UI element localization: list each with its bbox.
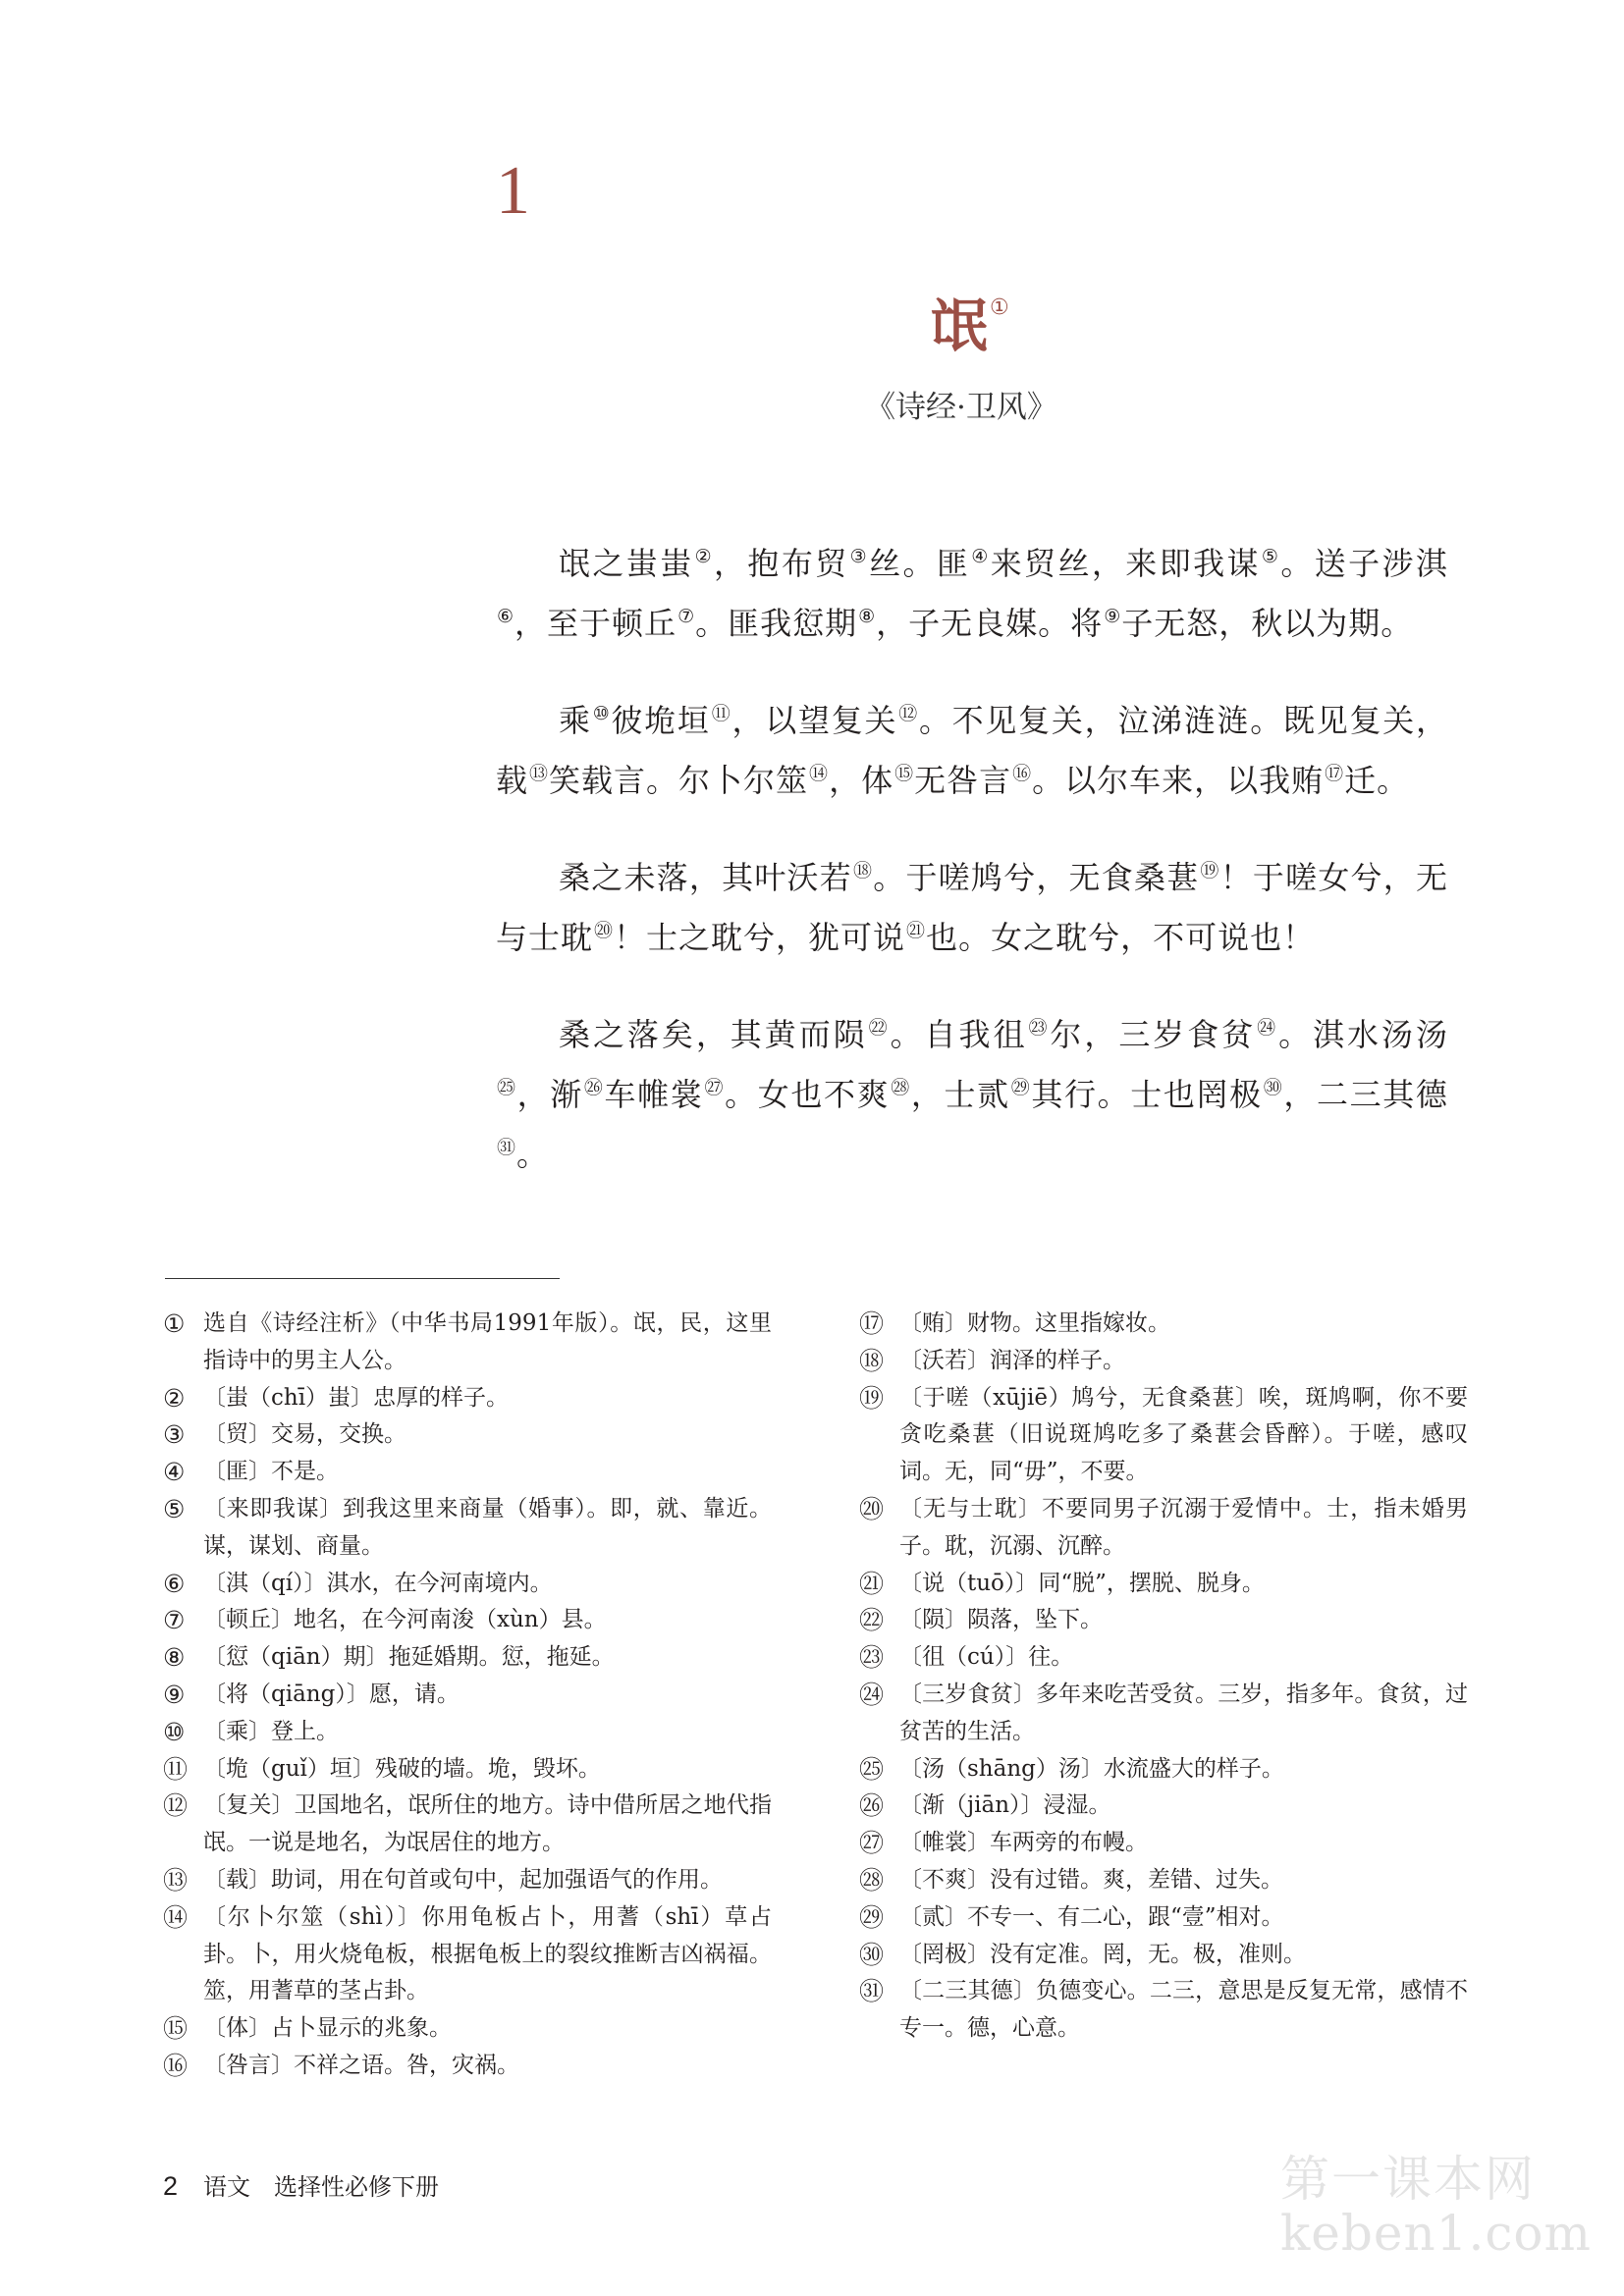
footnote-text: 〔无与士耽〕不要同男子沉溺于爱情中。士，指未婚男子。耽，沉溺、沉醉。 xyxy=(899,1495,1468,1559)
footnote-item xyxy=(859,1566,1468,1603)
footnote-text: 〔淇（qí）〕淇水，在今河南境内。 xyxy=(203,1570,553,1596)
footnote-text: 〔匪〕不是。 xyxy=(203,1459,339,1485)
footnote-text: 〔将（qiāng）〕愿，请。 xyxy=(203,1681,460,1707)
footnote-text: 〔咎言〕不祥之语。咎，灾祸。 xyxy=(203,2052,519,2078)
poem-source xyxy=(0,388,1624,427)
footnote-number: ⑪ xyxy=(163,1754,189,1784)
poem-title-text: 氓 xyxy=(931,293,989,359)
stanza-text: 。女也不爽 xyxy=(725,1076,891,1113)
footnote-item xyxy=(163,1751,772,1789)
stanza-text: 丝。匪 xyxy=(869,545,971,582)
note-marker: ⑧ xyxy=(858,606,876,627)
footnote-item xyxy=(859,1973,1468,2048)
footnote-text: 〔说（tuō）〕同“脱”，摆脱、脱身。 xyxy=(899,1570,1265,1596)
stanza-text: 子无怒，秋以为期。 xyxy=(1121,605,1414,642)
note-marker: ㉙ xyxy=(1010,1077,1031,1098)
footnote-number: ⑳ xyxy=(859,1494,885,1523)
footnote-text: 〔复关〕卫国地名，氓所住的地方。诗中借所居之地代指氓。一说是地名，为氓居住的地方。 xyxy=(203,1792,772,1856)
footnote-text: 〔三岁食贫〕多年来吃苦受贫。三岁，指多年。食贫，过贫苦的生活。 xyxy=(899,1681,1468,1744)
stanza-text: 尔，三岁食贫 xyxy=(1050,1016,1257,1053)
footnote-number: ㉔ xyxy=(859,1680,885,1709)
footnote-number: ㉕ xyxy=(859,1754,885,1784)
stanza-text: ！士之耽兮，犹可说 xyxy=(614,919,906,956)
note-marker: ㉚ xyxy=(1263,1077,1283,1098)
footnote-number: ④ xyxy=(163,1458,186,1487)
note-marker: ㉓ xyxy=(1028,1017,1050,1039)
stanza-text: 。匪我愆期 xyxy=(695,605,858,642)
watermark-line-2: keben1.com xyxy=(1280,2205,1592,2262)
poem-source-text: 《诗经·卫风》 xyxy=(865,390,1057,425)
footnote-text: 〔来即我谋〕到我这里来商量（婚事）。即，就、靠近。谋，谋划、商量。 xyxy=(203,1495,772,1559)
footnote-text: 〔贸〕交易，交换。 xyxy=(203,1421,406,1448)
footnote-item xyxy=(859,1343,1468,1380)
stanza-text: ，士贰 xyxy=(910,1076,1010,1113)
footnote-text: 〔体〕占卜显示的兆象。 xyxy=(203,2015,452,2042)
note-marker: ⑦ xyxy=(677,606,695,627)
stanza-text: 。以尔车来，以我贿 xyxy=(1032,762,1325,799)
footnote-item xyxy=(163,1602,772,1639)
stanza-text: 来贸丝，来即我谋 xyxy=(990,545,1261,582)
footnote-number: ① xyxy=(163,1309,186,1338)
footnote-number: ㉙ xyxy=(859,1902,885,1932)
note-marker: ㉔ xyxy=(1257,1017,1278,1039)
footnote-item xyxy=(163,2010,772,2048)
note-marker: ㉒ xyxy=(868,1017,890,1039)
footnote-number: ⑱ xyxy=(859,1346,885,1375)
stanza-text: 也。女之耽兮，不可说也！ xyxy=(926,919,1316,956)
footnote-number: ⑭ xyxy=(163,1902,189,1932)
footnote-text: 〔沃若〕润泽的样子。 xyxy=(899,1347,1125,1373)
footnote-number: ㉛ xyxy=(859,1977,885,2006)
footnote-item xyxy=(859,1899,1468,1937)
footnote-item xyxy=(163,1416,772,1454)
note-marker: ⑪ xyxy=(711,703,731,724)
stanza-2 xyxy=(496,687,1448,807)
footnote-text: 〔不爽〕没有过错。爽，差错、过失。 xyxy=(899,1866,1283,1893)
note-marker: ㉛ xyxy=(497,1137,516,1158)
footnote-item xyxy=(859,1788,1468,1825)
footnote-item xyxy=(859,1602,1468,1639)
footnote-text: 〔帷裳〕车两旁的布幔。 xyxy=(899,1830,1148,1856)
footnote-number: ⑫ xyxy=(163,1791,189,1821)
footnote-item xyxy=(859,1751,1468,1789)
footnote-number: ⑥ xyxy=(163,1569,186,1598)
footnote-number: ㉓ xyxy=(859,1643,885,1673)
footnote-number: ⑰ xyxy=(859,1309,885,1338)
note-marker: ⑥ xyxy=(497,606,514,627)
footnote-item xyxy=(163,1639,772,1677)
footnote-item xyxy=(163,1380,772,1417)
footnote-text: 〔渐（jiān）〕浸湿。 xyxy=(899,1792,1111,1819)
note-marker: ⑱ xyxy=(852,860,873,881)
note-marker: ⑯ xyxy=(1012,763,1032,784)
footnote-number: ⑯ xyxy=(163,2051,189,2080)
footnote-text: 〔顿丘〕地名，在今河南浚（xùn）县。 xyxy=(203,1607,607,1633)
note-marker: ⑭ xyxy=(809,763,829,784)
footnote-item xyxy=(859,1639,1468,1677)
note-marker: ⑲ xyxy=(1200,860,1219,881)
note-marker: ㉗ xyxy=(704,1077,725,1098)
stanza-text: 。 xyxy=(516,1136,550,1173)
footnote-number: ㉘ xyxy=(859,1865,885,1895)
footnote-text: 〔汤（shāng）汤〕水流盛大的样子。 xyxy=(899,1755,1284,1782)
watermark-line-1: 第一课本网 xyxy=(1280,2151,1536,2208)
footnotes-left-column xyxy=(163,1306,772,2085)
note-marker: ㉖ xyxy=(583,1077,604,1098)
note-marker: ⑤ xyxy=(1261,546,1280,567)
footnote-item xyxy=(163,1306,772,1380)
footnote-number: ⑩ xyxy=(163,1717,186,1746)
page-footer xyxy=(163,2167,439,2202)
footnote-number: ⑨ xyxy=(163,1680,186,1709)
footnote-number: ③ xyxy=(163,1420,186,1450)
note-marker: ⑬ xyxy=(529,763,549,784)
footnote-text: 〔垝（guǐ）垣〕残破的墙。垝，毁坏。 xyxy=(203,1755,601,1782)
stanza-text: 。送子涉淇 xyxy=(1280,545,1448,582)
stanza-text: ，渐 xyxy=(516,1076,583,1113)
footnote-number: ⑲ xyxy=(859,1383,885,1413)
footnote-text: 〔贰〕不专一、有二心，跟“壹”相对。 xyxy=(899,1903,1284,1930)
note-marker: ⑫ xyxy=(898,703,918,724)
footnote-item xyxy=(859,1491,1468,1566)
footnote-text: 〔陨〕陨落，坠下。 xyxy=(899,1607,1103,1633)
footnote-text: 〔贿〕财物。这里指嫁妆。 xyxy=(899,1310,1170,1336)
page-number: 2 xyxy=(163,2171,179,2201)
poem-title xyxy=(931,277,1009,357)
note-marker: ⑰ xyxy=(1325,763,1344,784)
footnote-divider xyxy=(165,1278,560,1279)
stanza-text: 。不见复关，泣涕涟涟。既见复关，载 xyxy=(496,702,1448,799)
footnote-number: ㉖ xyxy=(859,1791,885,1821)
stanza-text: ，子无良媒。将 xyxy=(876,605,1104,642)
stanza-text: ，至于顿丘 xyxy=(514,605,677,642)
note-marker: ④ xyxy=(971,546,990,567)
footnote-item xyxy=(163,1454,772,1491)
stanza-text: 桑之落矣，其黄而陨 xyxy=(559,1016,868,1053)
stanza-4 xyxy=(496,1001,1448,1181)
stanza-text: 迁。 xyxy=(1344,762,1410,799)
footnote-item xyxy=(859,1306,1468,1343)
stanza-text: 无咎言 xyxy=(914,762,1012,799)
stanza-text: ，二三其德 xyxy=(1283,1076,1448,1113)
lesson-number: 1 xyxy=(496,153,530,229)
note-marker: ② xyxy=(694,546,714,567)
stanza-text: 笑载言。尔卜尔筮 xyxy=(549,762,809,799)
note-marker: ㉘ xyxy=(891,1077,910,1098)
footnote-text: 〔二三其德〕负德变心。二三，意思是反复无常，感情不专一。德，心意。 xyxy=(899,1978,1468,2042)
stanza-text: 氓之蚩蚩 xyxy=(559,545,694,582)
footnote-number: ㉑ xyxy=(859,1569,885,1598)
footnote-number: ⑦ xyxy=(163,1606,186,1635)
stanza-text: ，抱布贸 xyxy=(714,545,849,582)
footnote-text: 〔蚩（chī）蚩〕忠厚的样子。 xyxy=(203,1384,510,1411)
footnote-number: ㉒ xyxy=(859,1606,885,1635)
footnote-item xyxy=(163,1566,772,1603)
book-title: 语文 选择性必修下册 xyxy=(203,2173,440,2201)
footnote-text: 〔尔卜尔筮（shì）〕你用龟板占卜，用蓍（shī）草占卦。卜，用火烧龟板，根据龟板上的裂纹推断吉凶祸福。筮，用蓍草的茎占卦。 xyxy=(203,1903,772,2004)
stanza-text: 桑之未落，其叶沃若 xyxy=(559,859,852,896)
stanza-text: 车帷裳 xyxy=(604,1076,704,1113)
stanza-text: ，以望复关 xyxy=(731,702,898,739)
stanza-text: 。于嗟鸠兮，无食桑葚 xyxy=(873,859,1200,896)
note-marker: ⑮ xyxy=(894,763,914,784)
footnote-item xyxy=(163,2048,772,2085)
footnote-text: 〔罔极〕没有定准。罔，无。极，准则。 xyxy=(899,1941,1306,1967)
note-marker: ㉑ xyxy=(906,920,926,941)
note-marker: ⑩ xyxy=(592,703,611,724)
footnote-item xyxy=(163,1491,772,1566)
footnote-number: ㉗ xyxy=(859,1829,885,1858)
note-marker: ㉕ xyxy=(497,1077,516,1098)
footnote-item xyxy=(859,1677,1468,1751)
footnote-number: ⑤ xyxy=(163,1494,186,1523)
footnote-text: 〔于嗟（xūjiē）鸠兮，无食桑葚〕唉，斑鸠啊，你不要贪吃桑葚（旧说斑鸠吃多了桑葚会昏醉）。于嗟，感叹词。无，同“毋”，不要。 xyxy=(899,1384,1468,1485)
footnote-text: 〔乘〕登上。 xyxy=(203,1718,339,1744)
footnote-number: ② xyxy=(163,1383,186,1413)
footnote-item xyxy=(163,1714,772,1751)
stanza-text: ！于嗟女兮，无与士耽 xyxy=(496,859,1448,956)
footnote-text: 〔愆（qiān）期〕拖延婚期。愆，拖延。 xyxy=(203,1644,615,1671)
footnote-item xyxy=(163,1677,772,1714)
footnote-item xyxy=(859,1825,1468,1862)
footnote-text: 〔徂（cú）〕往。 xyxy=(899,1644,1074,1671)
stanza-text: 彼垝垣 xyxy=(611,702,711,739)
stanza-text: 乘 xyxy=(559,702,592,739)
stanza-1 xyxy=(496,530,1448,650)
footnotes-right-column xyxy=(859,1306,1468,2048)
footnote-number: ⑬ xyxy=(163,1865,189,1895)
stanza-text: 。自我徂 xyxy=(890,1016,1028,1053)
footnote-text: 〔载〕助词，用在句首或句中，起加强语气的作用。 xyxy=(203,1866,723,1893)
footnote-item xyxy=(859,1862,1468,1899)
footnote-number: ⑮ xyxy=(163,2014,189,2044)
footnote-number: ㉚ xyxy=(859,1940,885,1969)
footnote-item xyxy=(163,1788,772,1862)
footnote-text: 选自《诗经注析》（中华书局1991年版）。氓，民，这里指诗中的男主人公。 xyxy=(203,1310,772,1373)
note-marker: ⑨ xyxy=(1104,606,1121,627)
stanza-3 xyxy=(496,844,1448,964)
footnote-item xyxy=(859,1937,1468,1974)
footnote-number: ⑧ xyxy=(163,1643,186,1673)
stanza-text: ，体 xyxy=(829,762,894,799)
footnote-item xyxy=(163,1899,772,2010)
title-note-marker: ① xyxy=(990,295,1009,320)
stanza-text: 其行。士也罔极 xyxy=(1031,1076,1263,1113)
note-marker: ⑳ xyxy=(594,920,614,941)
footnote-item xyxy=(163,1862,772,1899)
footnote-item xyxy=(859,1380,1468,1491)
note-marker: ③ xyxy=(849,546,869,567)
stanza-text: 。淇水汤汤 xyxy=(1278,1016,1448,1053)
